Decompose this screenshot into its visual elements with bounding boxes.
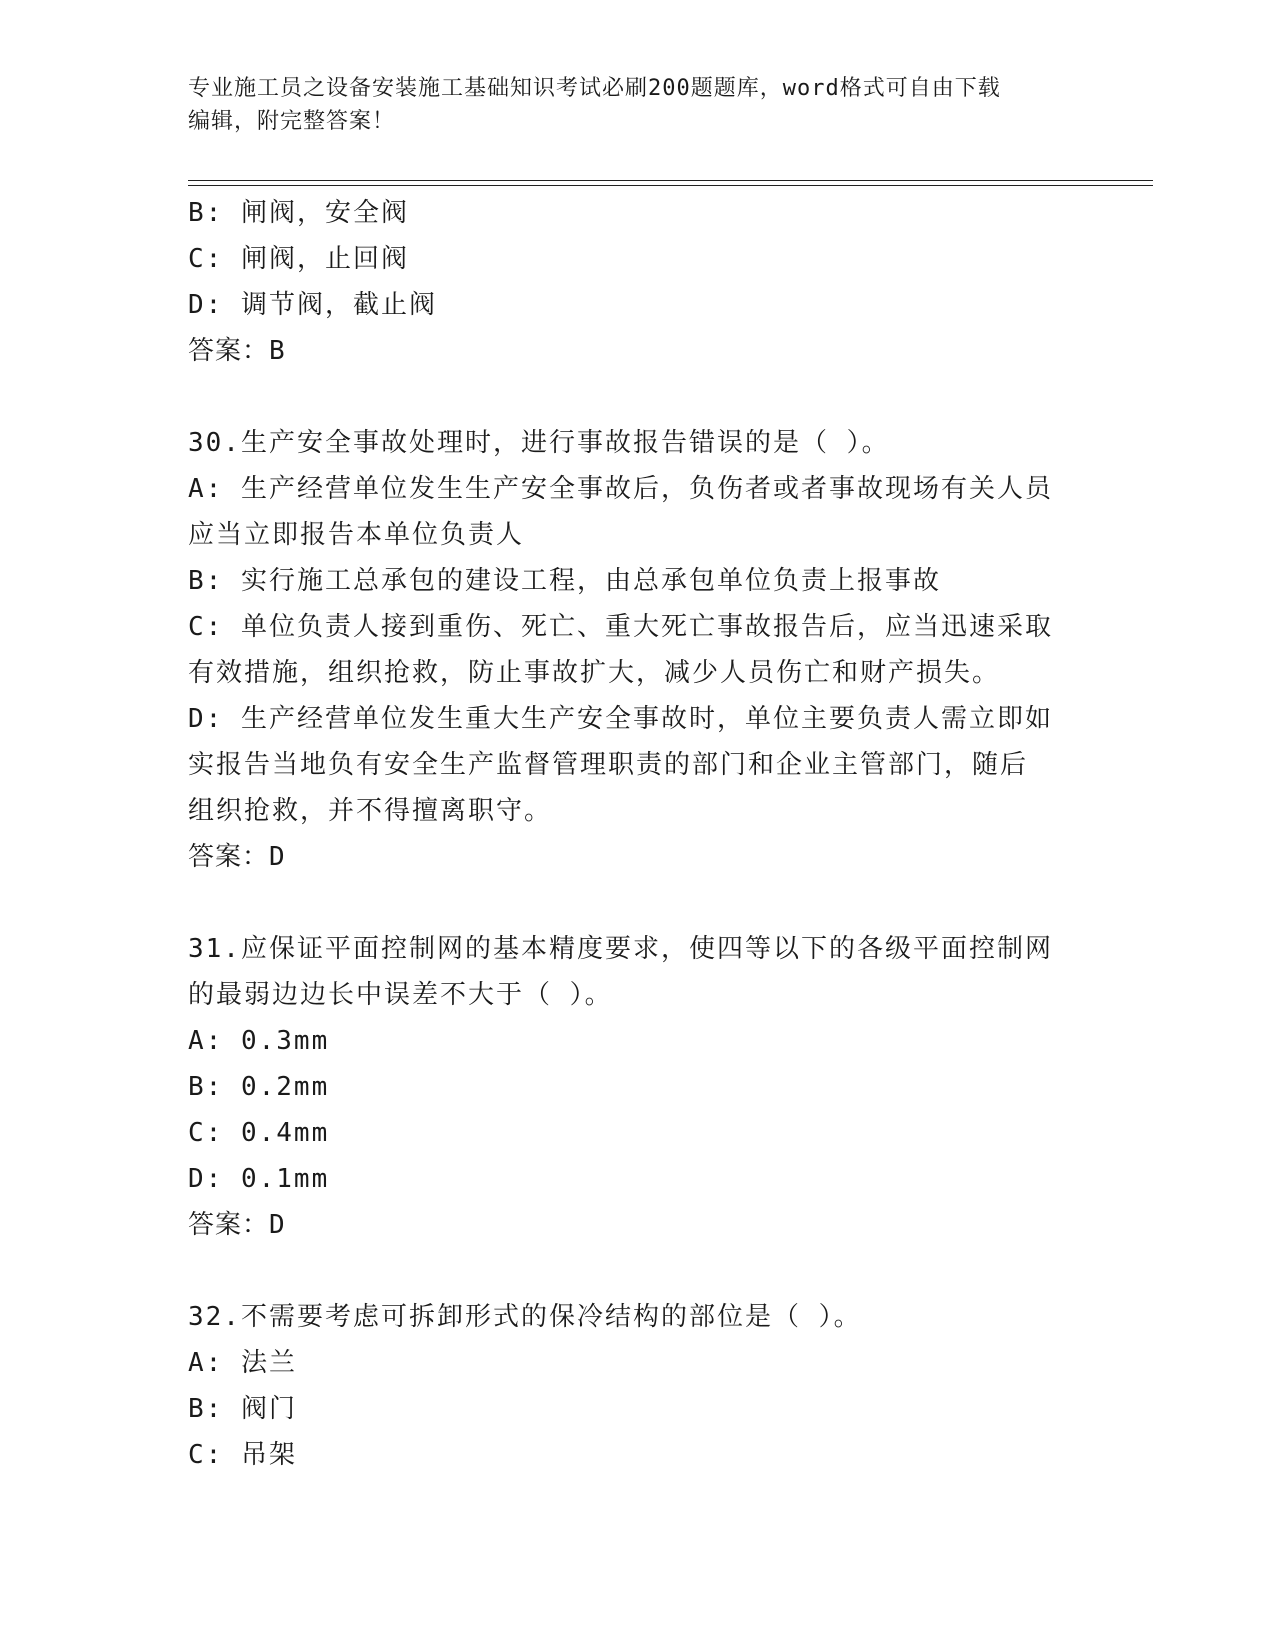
spacer bbox=[188, 880, 1088, 926]
option-c: C: 0.4mm bbox=[188, 1118, 330, 1148]
answer: 答案：D bbox=[188, 842, 286, 872]
question-32 bbox=[188, 1294, 1088, 1478]
question-stem-line2: 的最弱边边长中误差不大于（ ）。 bbox=[188, 980, 613, 1010]
header-divider-bottom bbox=[188, 185, 1153, 186]
question-31 bbox=[188, 926, 1088, 1248]
question-list bbox=[188, 190, 1088, 1478]
question-30 bbox=[188, 420, 1088, 880]
option-d: D: 调节阀，截止阀 bbox=[188, 290, 437, 320]
option-a-line1: A: 生产经营单位发生生产安全事故后，负伤者或者事故现场有关人员 bbox=[188, 474, 1053, 504]
spacer bbox=[188, 374, 1088, 420]
header-title-line2: 编辑，附完整答案！ bbox=[188, 109, 396, 134]
spacer bbox=[188, 1248, 1088, 1294]
option-a-line2: 应当立即报告本单位负责人 bbox=[188, 520, 525, 550]
option-c: C: 闸阀，止回阀 bbox=[188, 244, 409, 274]
page-header bbox=[188, 72, 1088, 138]
option-d: D: 0.1mm bbox=[188, 1164, 330, 1194]
header-title-line1: 专业施工员之设备安装施工基础知识考试必刷200题题库，word格式可自由下载 bbox=[188, 76, 1001, 101]
question-stem: 30.生产安全事故处理时，进行事故报告错误的是（ ）。 bbox=[188, 428, 890, 458]
question-29 bbox=[188, 190, 1088, 374]
answer: 答案：D bbox=[188, 1210, 286, 1240]
question-stem-line1: 31.应保证平面控制网的基本精度要求，使四等以下的各级平面控制网 bbox=[188, 934, 1053, 964]
option-d-line3: 组织抢救，并不得擅离职守。 bbox=[188, 796, 553, 826]
option-c: C: 吊架 bbox=[188, 1440, 297, 1470]
option-b: B: 0.2mm bbox=[188, 1072, 330, 1102]
option-b: B: 阀门 bbox=[188, 1394, 297, 1424]
option-d-line2: 实报告当地负有安全生产监督管理职责的部门和企业主管部门，随后 bbox=[188, 750, 1029, 780]
option-c-line1: C: 单位负责人接到重伤、死亡、重大死亡事故报告后，应当迅速采取 bbox=[188, 612, 1053, 642]
option-b: B: 闸阀，安全阀 bbox=[188, 198, 409, 228]
option-d-line1: D: 生产经营单位发生重大生产安全事故时，单位主要负责人需立即如 bbox=[188, 704, 1053, 734]
header-divider-top bbox=[188, 180, 1153, 181]
question-stem: 32.不需要考虑可拆卸形式的保冷结构的部位是（ ）。 bbox=[188, 1302, 862, 1332]
option-a: A: 法兰 bbox=[188, 1348, 297, 1378]
option-c-line2: 有效措施，组织抢救，防止事故扩大，减少人员伤亡和财产损失。 bbox=[188, 658, 1001, 688]
option-a: A: 0.3mm bbox=[188, 1026, 330, 1056]
option-b: B: 实行施工总承包的建设工程，由总承包单位负责上报事故 bbox=[188, 566, 941, 596]
answer: 答案：B bbox=[188, 336, 286, 366]
